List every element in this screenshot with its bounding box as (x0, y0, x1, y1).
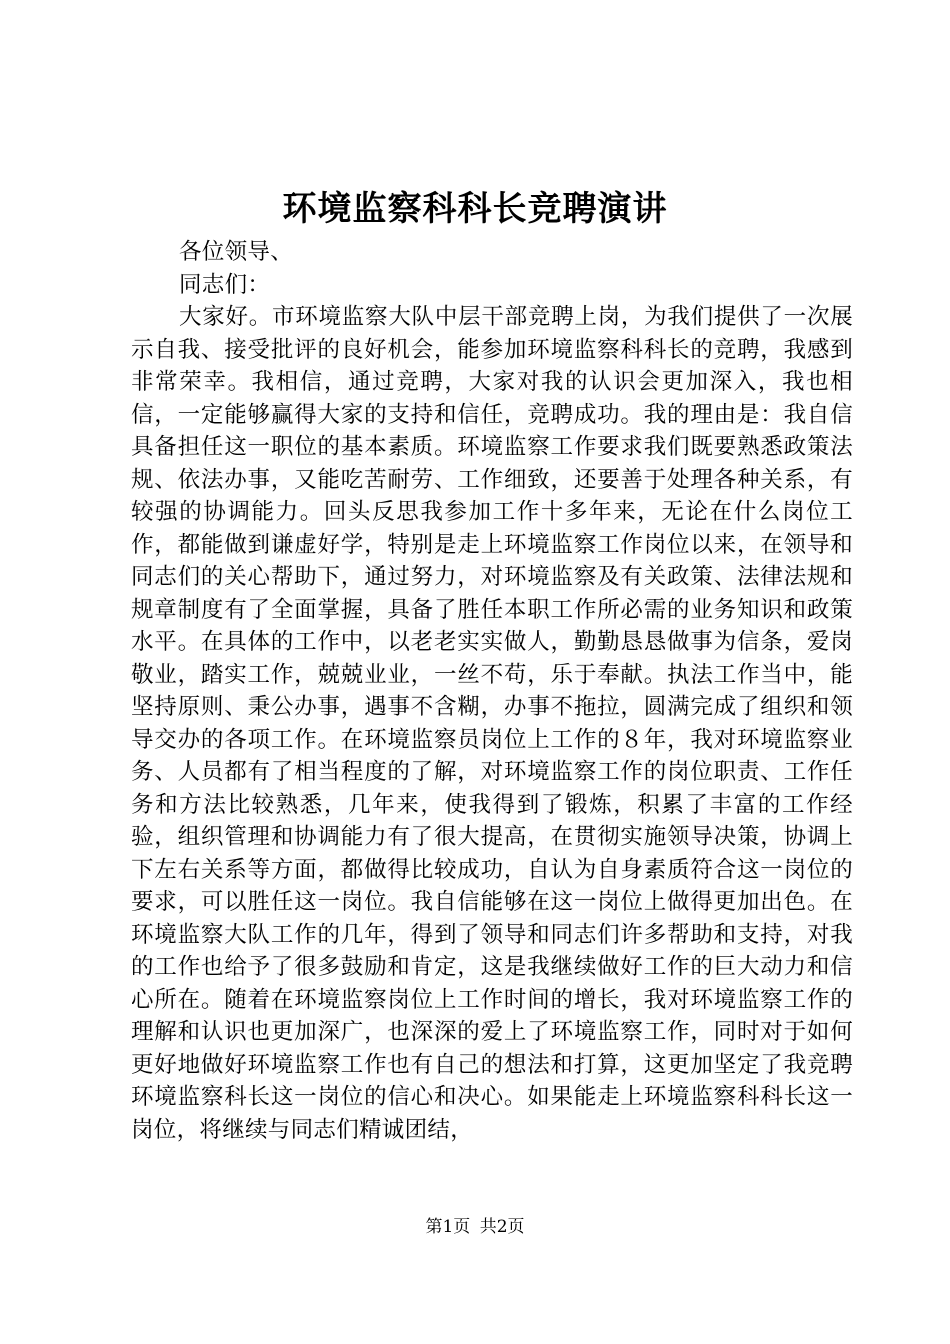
page-footer (0, 1214, 950, 1240)
document-title: 环境监察科科长竞聘演讲 (282, 189, 668, 229)
speech-paragraph: 大家好。市环境监察大队中层干部竞聘上岗，为我们提供了一次展示自我、接受批评的良好机会，能参加环境监察科科长的竞聘，我感到非常荣幸。我相信，通过竞聘，大家对我的认识会更加深入，我也相信，一定能够赢得大家的支持和信任，竞聘成功。我的理由是：我自信具备担任这一职位的基本素质。环境监察工作要求我们既要熟悉政策法规、依法办事，又能吃苦耐劳、工作细致，还要善于处理各种关系，有较强的协调能力。回头反思我参加工作十多年来，无论在什么岗位工作，都能做到谦虚好学，特别是走上环境监察工作岗位以来，在领导和同志们的关心帮助下，通过努力，对环境监察及有关政策、法律法规和规章制度有了全面掌握，具备了胜任本职工作所必需的业务知识和政策水平。在具体的工作中，以老老实实做人，勤勤恳恳做事为信条，爱岗敬业，踏实工作，兢兢业业，一丝不苟，乐于奉献。执法工作当中，能坚持原则、秉公办事，遇事不含糊，办事不拖拉，圆满完成了组织和领导交办的各项工作。在环境监察员岗位上工作的８年，我对环境监察业务、人员都有了相当程度的了解，对环境监察工作的岗位职责、工作任务和方法比较熟悉，几年来，使我得到了锻炼，积累了丰富的工作经验，组织管理和协调能力有了很大提高，在贯彻实施领导决策，协调上下左右关系等方面，都做得比较成功，自认为自身素质符合这一岗位的要求，可以胜任这一岗位。我自信能够在这一岗位上做得更加出色。在环境监察大队工作的几年，得到了领导和同志们许多帮助和支持，对我的工作也给予了很多鼓励和肯定，这是我继续做好工作的巨大动力和信心所在。随着在环境监察岗位上工作时间的增长，我对环境监察工作的理解和认识也更加深广，也深深的爱上了环境监察工作，同时对于如何更好地做好环境监察工作也有自己的想法和打算，这更加坚定了我竞聘环境监察科长这一岗位的信心和决心。如果能走上环境监察科科长这一岗位，将继续与同志们精诚团结， (131, 304, 853, 1143)
salutation-line-1: 各位领导、 (179, 239, 294, 265)
page-number: 第1页 (425, 1217, 471, 1237)
document-body (131, 236, 853, 1146)
salutation-line-2: 同志们： (179, 271, 271, 298)
page-total: 共2页 (479, 1217, 525, 1237)
